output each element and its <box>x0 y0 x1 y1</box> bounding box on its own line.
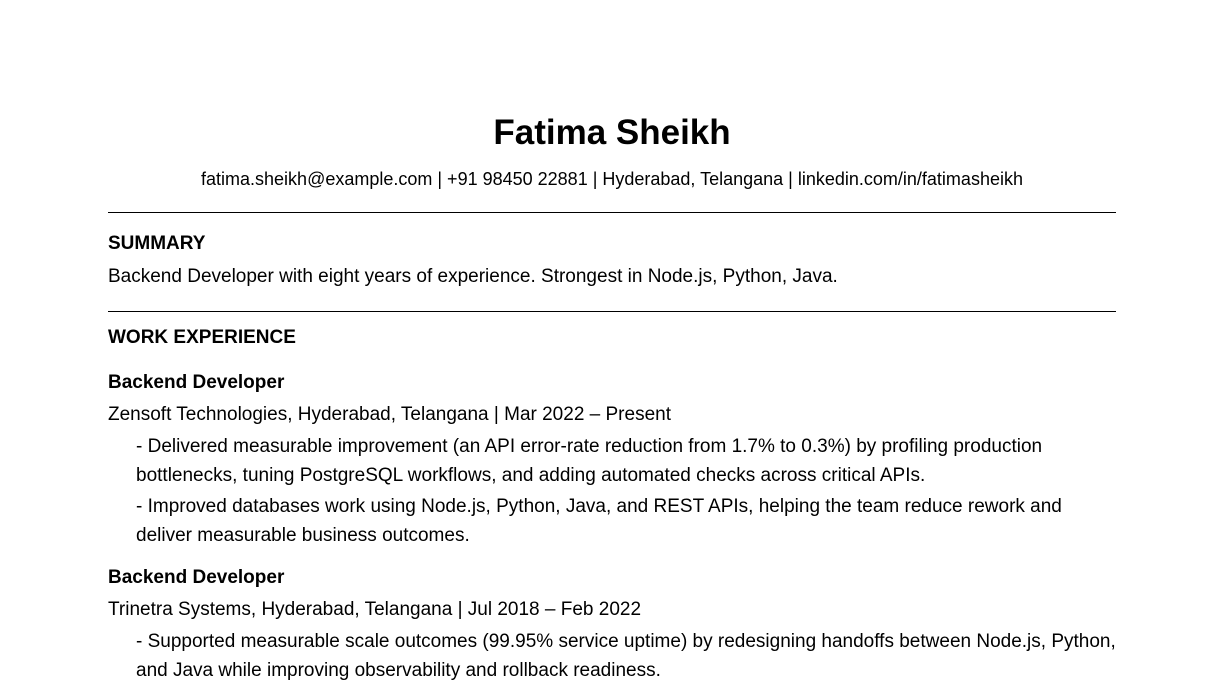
candidate-name: Fatima Sheikh <box>493 113 731 152</box>
job-title: Backend Developer <box>108 372 285 393</box>
job-bullet: - Delivered measurable improvement (an API error-rate reduction from 1.7% to 0.3%) by profiling production bottlenecks, tuning PostgreSQL workflows, and adding automated checks across critical APIs. <box>136 436 1043 486</box>
job-bullets <box>108 627 1116 685</box>
section-divider <box>108 212 1116 213</box>
job-bullet: - Improved databases work using Node.js, Python, Java, and REST APIs, helping the team reduce rework and deliver measurable business outcomes. <box>136 496 1062 546</box>
section-divider <box>108 311 1116 312</box>
job-bullets <box>108 432 1116 550</box>
job-company-dates: Trinetra Systems, Hyderabad, Telangana | Jul 2018 – Feb 2022 <box>108 599 642 620</box>
job-company-dates: Zensoft Technologies, Hyderabad, Telangana | Mar 2022 – Present <box>108 404 671 425</box>
work-experience-heading: WORK EXPERIENCE <box>108 327 296 348</box>
job-title: Backend Developer <box>108 567 285 588</box>
contact-line: fatima.sheikh@example.com | +91 98450 22881 | Hyderabad, Telangana | linkedin.com/in/fatimasheikh <box>201 169 1023 189</box>
summary-heading: SUMMARY <box>108 233 206 254</box>
job-bullet: - Supported measurable scale outcomes (99.95% service uptime) by redesigning handoffs between Node.js, Python, and Java while improving observability and rollback readiness. <box>136 631 1116 681</box>
job-entry <box>108 566 1116 687</box>
summary-text: Backend Developer with eight years of experience. Strongest in Node.js, Python, Java. <box>108 266 838 287</box>
job-entry <box>108 371 1116 552</box>
